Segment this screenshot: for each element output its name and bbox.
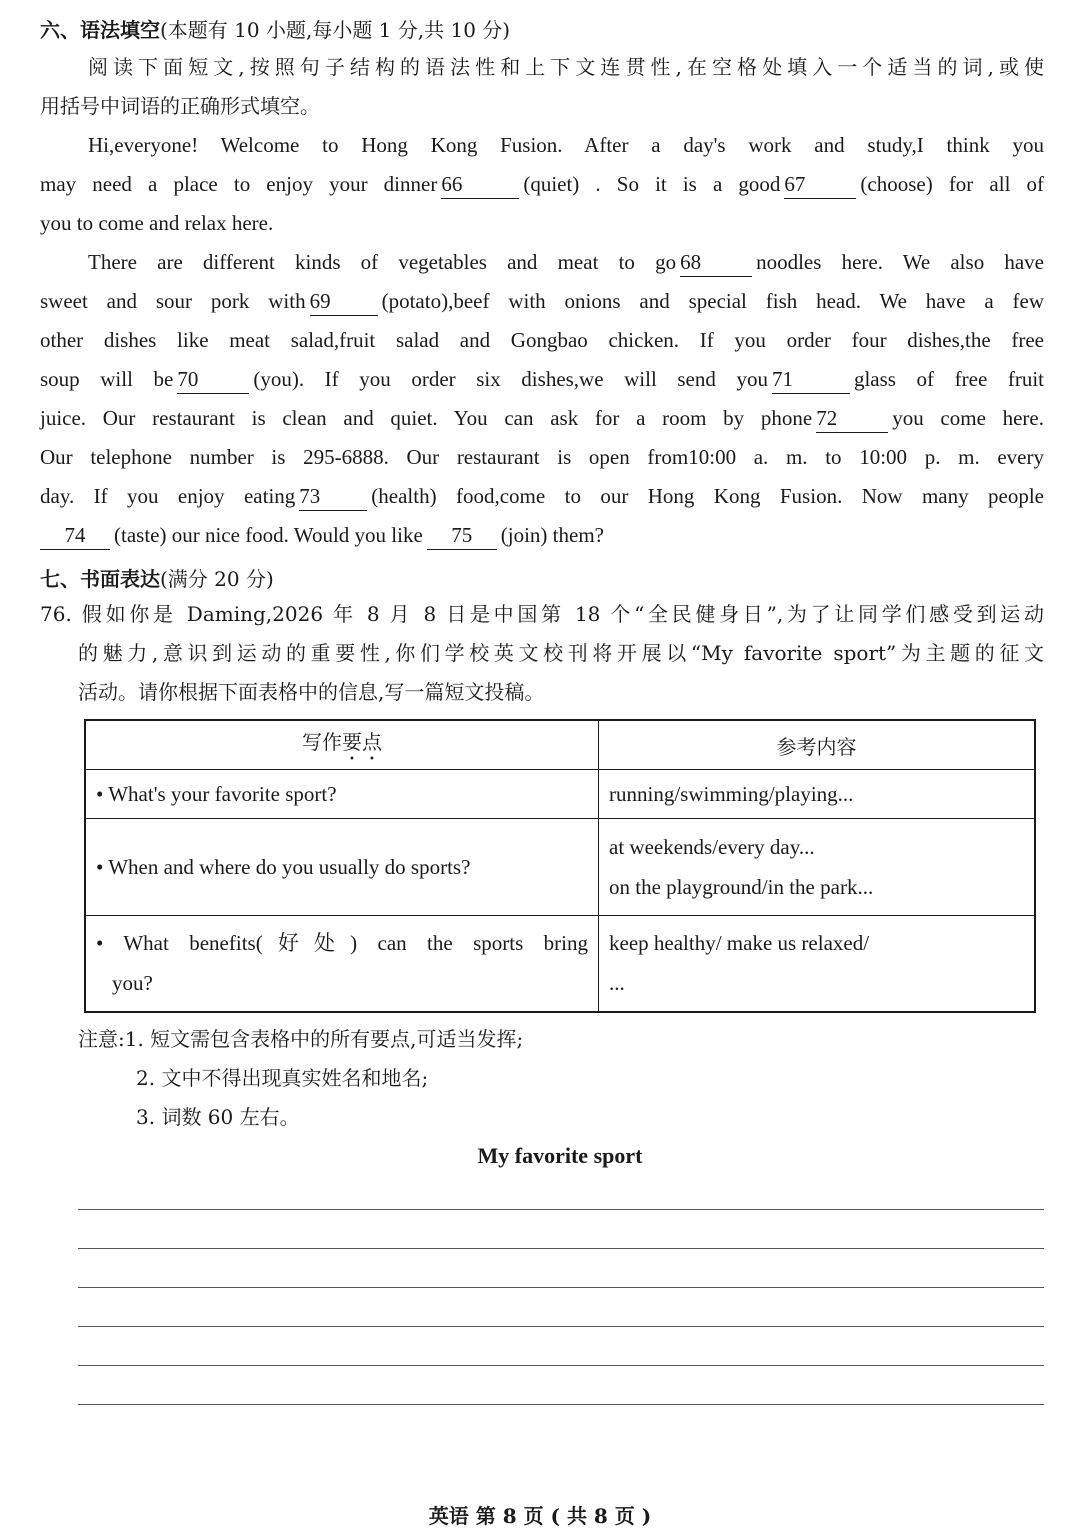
header-text-emphasis: 要点	[342, 729, 382, 754]
blank-66[interactable]: 66	[441, 170, 519, 199]
passage-line-10	[40, 477, 1044, 516]
table-cell	[599, 916, 1036, 1012]
writing-points-table	[84, 719, 1036, 1013]
note-2: 2. 文中不得出现真实姓名和地名;	[136, 1066, 429, 1090]
text-segment: (health) food,come to our Hong Kong Fusion. Now many people	[371, 484, 1044, 508]
passage-line-8	[40, 399, 1044, 438]
table-cell: • What's your favorite sport?	[85, 770, 599, 819]
cell-line: you?	[112, 971, 153, 996]
section7-heading: 七、书面表达	[40, 567, 160, 591]
table-header-right: 参考内容	[599, 720, 1036, 770]
text-segment: day. If you enjoy eating	[40, 484, 296, 508]
passage-line-4	[40, 243, 1044, 282]
cell-line: • What benefits(好处) can the sports bring	[96, 931, 588, 956]
blank-70[interactable]: 70	[177, 365, 249, 394]
blank-75[interactable]: 75	[427, 521, 497, 550]
blank-67[interactable]: 67	[784, 170, 856, 199]
text-segment: noodles here. We also have	[756, 250, 1044, 274]
table-header-left	[85, 720, 599, 770]
text-segment: (potato),beef with onions and special fish head. We have a few	[381, 289, 1044, 313]
blank-71[interactable]: 71	[772, 365, 850, 394]
essay-title: My favorite sport	[477, 1143, 643, 1168]
writing-line[interactable]	[78, 1326, 1044, 1327]
text-segment: glass of free fruit	[853, 367, 1045, 391]
text-segment: (you). If you order six dishes,we will send you	[253, 367, 768, 391]
instruction-line-1: 阅读下面短文,按照句子结构的语法性和上下文连贯性,在空格处填入一个适当的词,或使	[88, 55, 1044, 79]
text-segment: There are different kinds of vegetables and meat to go	[88, 250, 677, 274]
page-footer: 英语 第 8 页 ( 共 8 页 )	[428, 1504, 652, 1528]
passage-line-7	[40, 360, 1044, 399]
writing-line[interactable]	[78, 1365, 1044, 1366]
table-cell: • When and where do you usually do sports?	[85, 819, 599, 916]
passage-line-6: other dishes like meat salad,fruit salad and Gongbao chicken. If you order four dishes,the free	[40, 328, 1044, 352]
section6-title	[40, 14, 510, 43]
cell-line: on the playground/in the park...	[609, 875, 874, 899]
section6-subtitle: (本题有 10 小题,每小题 1 分,共 10 分)	[160, 18, 511, 42]
text-segment: you come here.	[892, 406, 1044, 430]
table-row	[85, 916, 1035, 1012]
text-segment: may need a place to enjoy your dinner	[40, 172, 438, 196]
section6-heading: 六、语法填空	[40, 18, 160, 42]
writing-line[interactable]	[78, 1248, 1044, 1249]
q76-line-3: 活动。请你根据下面表格中的信息,写一篇短文投稿。	[78, 680, 545, 704]
text-segment: (quiet) . So it is a good	[523, 172, 781, 196]
writing-line[interactable]	[78, 1287, 1044, 1288]
table-row	[85, 770, 1035, 819]
instruction-line-2: 用括号中词语的正确形式填空。	[40, 94, 320, 118]
text-segment: (join) them?	[500, 523, 604, 547]
blank-72[interactable]: 72	[816, 404, 888, 433]
table-header-row	[85, 720, 1035, 770]
text-segment: soup will be	[40, 367, 174, 391]
note-1: 注意:1. 短文需包含表格中的所有要点,可适当发挥;	[78, 1027, 524, 1051]
table-cell	[85, 916, 599, 1012]
passage-line-2	[40, 165, 1044, 204]
text-segment: (taste) our nice food. Would you like	[114, 523, 423, 547]
blank-73[interactable]: 73	[299, 482, 367, 511]
writing-line[interactable]	[78, 1404, 1044, 1405]
cell-line: keep healthy/ make us relaxed/	[609, 931, 870, 956]
table-cell	[599, 819, 1036, 916]
passage-line-11	[40, 516, 1044, 555]
blank-68[interactable]: 68	[680, 248, 752, 277]
blank-69[interactable]: 69	[310, 287, 378, 316]
passage-line-9: Our telephone number is 295-6888. Our restaurant is open from10:00 a. m. to 10:00 p. m. every	[40, 445, 1044, 469]
header-text: 写作	[302, 729, 342, 754]
text-segment: (choose) for all of	[860, 172, 1045, 196]
passage-line-1: Hi,everyone! Welcome to Hong Kong Fusion. After a day's work and study,I think you	[88, 133, 1044, 157]
note-3: 3. 词数 60 左右。	[136, 1105, 300, 1129]
table-cell: running/swimming/playing...	[599, 770, 1036, 819]
q76-line-1: 76. 假如你是 Daming,2026 年 8 月 8 日是中国第 18 个“全民健身日”,为了让同学们感受到运动	[40, 602, 1044, 626]
q76-line-2: 的魅力,意识到运动的重要性,你们学校英文校刊将开展以“My favorite sport”为主题的征文	[78, 641, 1044, 665]
cell-line: ...	[609, 971, 625, 996]
section7-title	[40, 563, 274, 592]
table-row	[85, 819, 1035, 916]
passage-line-5	[40, 282, 1044, 321]
text-segment: juice. Our restaurant is clean and quiet. You can ask for a room by phone	[40, 406, 813, 430]
writing-line[interactable]	[78, 1209, 1044, 1210]
text-segment: sweet and sour pork with	[40, 289, 306, 313]
section7-subtitle: (满分 20 分)	[160, 567, 274, 591]
cell-line: at weekends/every day...	[609, 835, 815, 859]
passage-line-3: you to come and relax here.	[40, 211, 274, 235]
blank-74[interactable]: 74	[40, 521, 110, 550]
